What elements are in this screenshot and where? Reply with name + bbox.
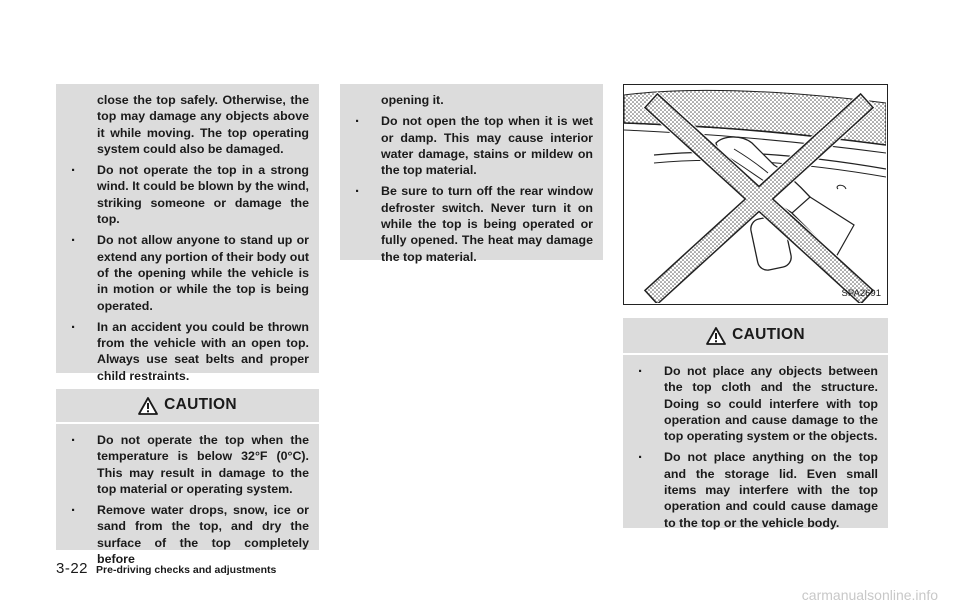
caution-header-2 [623,318,888,353]
caution-list-2 [633,363,878,531]
caution-heading-text: CAUTION [164,396,237,414]
caution-body-1 [56,424,319,567]
warning-box-continued [56,84,319,383]
caution-continuation-text: opening it. [381,93,444,107]
list-item: . Do not place any objects between the top cloth and the structure. Doing so could interfere with top operation and cause damage to the top operating system or the objects. [633,363,878,444]
section-title: Pre-driving checks and adjustments [96,564,277,576]
list-item: . Do not operate the top in a strong wind. It could be blown by the wind, striking someone or damage the top. [66,162,309,227]
list-item: . Do not open the top when it is wet or damp. This may cause interior water damage, stains or mildew on the top material. [350,113,593,178]
watermark-text: carmanualsonline.info [801,587,938,603]
page-footer [56,560,276,577]
caution-header-1 [56,389,319,422]
list-item: . Do not allow anyone to stand up or extend any portion of their body out of the opening while the vehicle is in motion or while the top is being operated. [66,232,309,313]
figure-caption: SPA2691 [841,288,881,299]
crossed-out-hand-illustration [624,85,886,303]
list-item: . Do not place anything on the top and the storage lid. Even small items may interfere with the top operation and could cause damage to the top or the vehicle body. [633,449,878,530]
caution-box-continued [340,84,603,264]
warning-list [66,162,309,384]
list-item: . Do not operate the top when the temperature is below 32°F (0°C). This may result in damage to the top material or operating system. [66,432,309,497]
list-item: . In an accident you could be thrown from the vehicle with an open top. Always use seat belts and proper child restraints. [66,319,309,384]
warning-triangle-icon [706,327,726,345]
caution-list-1 [66,432,309,567]
warning-triangle-icon [138,397,158,415]
list-item: . Be sure to turn off the rear window defroster switch. Never turn it on while the top is being operated or fully opened. The heat may damage the top material. [350,183,593,264]
caution-heading-text: CAUTION [732,326,805,344]
caution-cont-list [350,113,593,265]
warning-continuation-text: close the top safely. Otherwise, the top may damage any objects above it while moving. The top operating system could also be damaged. [97,93,309,156]
page-number: 3-22 [56,560,89,577]
caution-body-2 [623,355,888,528]
illustration-figure [623,84,888,305]
list-item: . Remove water drops, snow, ice or sand from the top, and dry the surface of the top completely before [66,502,309,567]
